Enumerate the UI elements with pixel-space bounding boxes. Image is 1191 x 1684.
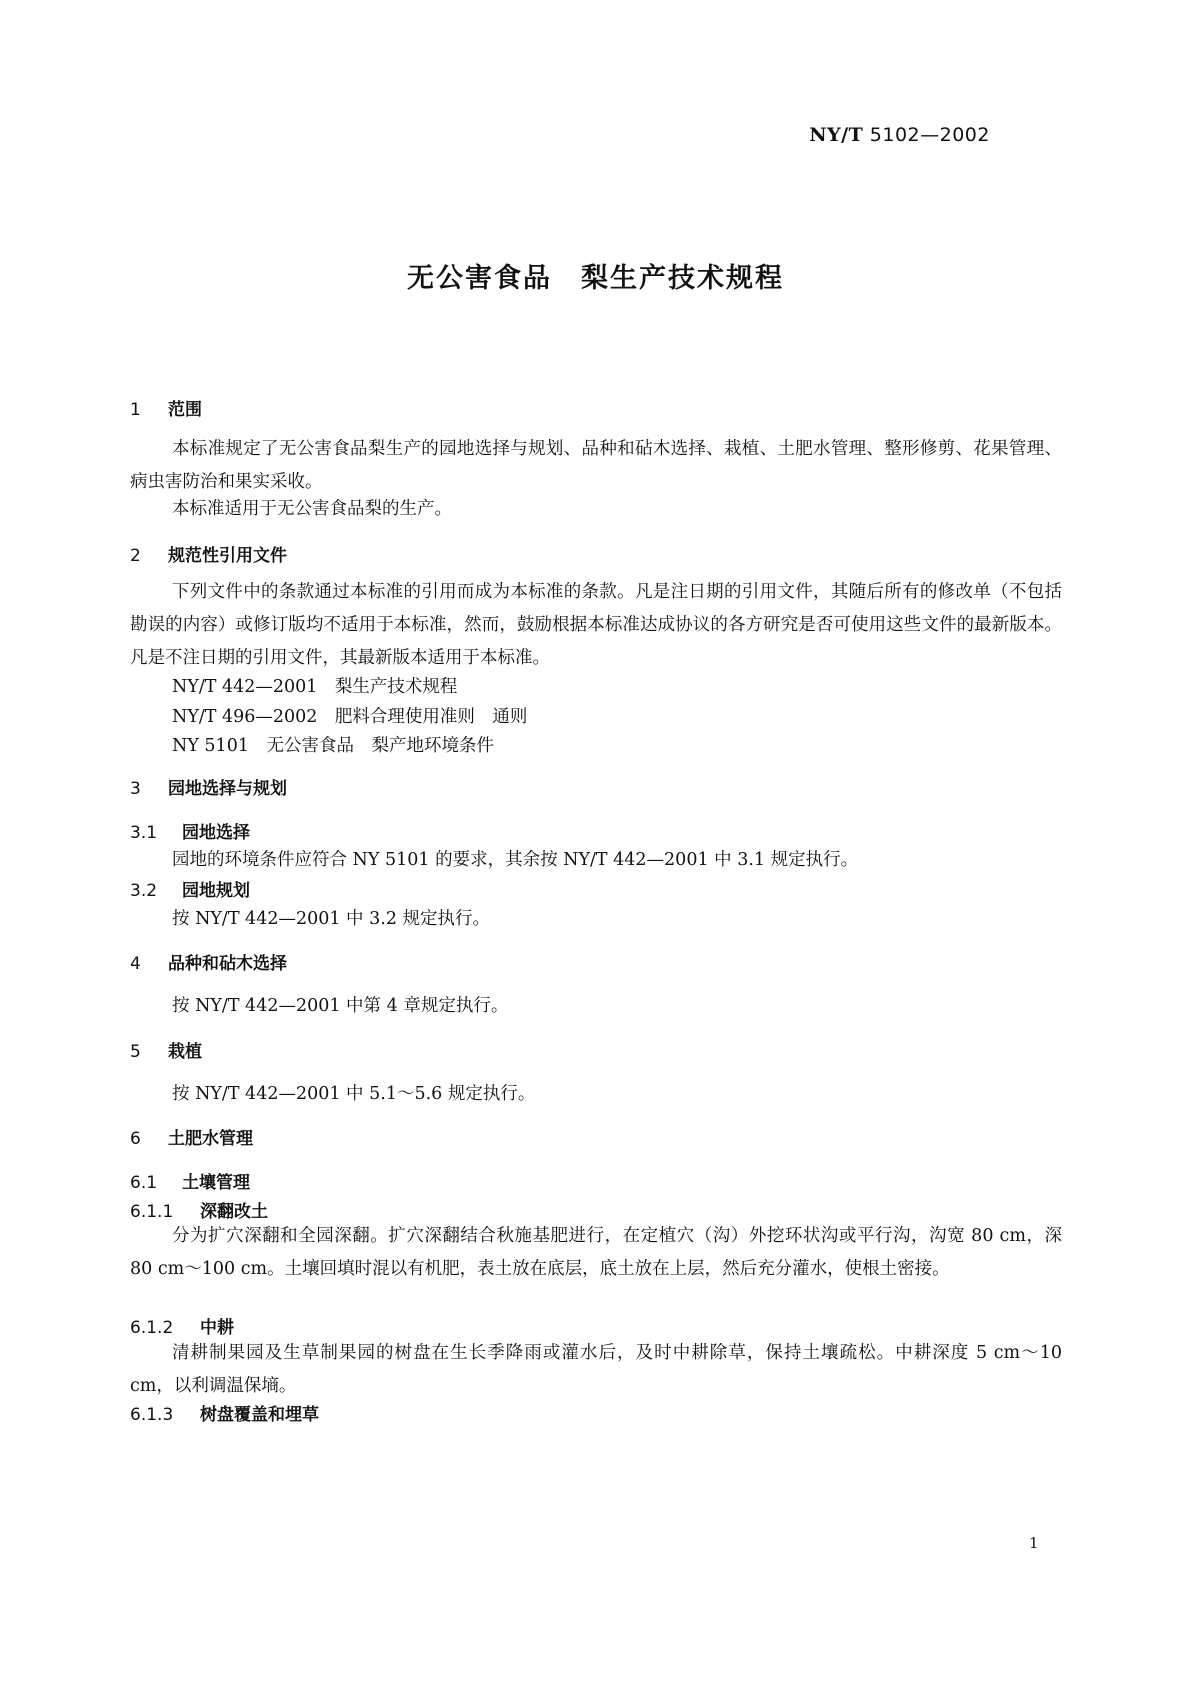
section-number: 4 bbox=[130, 954, 141, 974]
section-2-heading bbox=[130, 541, 287, 566]
standard-code-prefix: NY/T bbox=[809, 124, 864, 146]
section-6-heading bbox=[130, 1124, 253, 1149]
section-title: 土肥水管理 bbox=[168, 1129, 253, 1149]
section-number: 1 bbox=[130, 400, 141, 420]
page-title: 无公害食品 梨生产技术规程 bbox=[407, 263, 784, 294]
section-number: 6.1 bbox=[130, 1173, 158, 1193]
section-title: 中耕 bbox=[200, 1318, 234, 1338]
standard-code-number: 5102—2002 bbox=[869, 124, 990, 146]
section-number: 3.2 bbox=[130, 881, 158, 901]
section-6-1-3-heading bbox=[130, 1400, 319, 1425]
section-title: 园地选择与规划 bbox=[168, 779, 287, 799]
reference-item: NY/T 442—2001 梨生产技术规程 bbox=[172, 677, 458, 697]
section-1-heading bbox=[130, 395, 202, 420]
reference-item: NY 5101 无公害食品 梨产地环境条件 bbox=[172, 736, 494, 756]
reference-item: NY/T 496—2002 肥料合理使用准则 通则 bbox=[172, 707, 528, 727]
section-title: 深翻改土 bbox=[200, 1202, 268, 1222]
section-title: 规范性引用文件 bbox=[168, 546, 287, 566]
section-6-1-heading bbox=[130, 1168, 250, 1193]
section-4-heading bbox=[130, 949, 287, 974]
section-3-1-text: 园地的环境条件应符合 NY 5101 的要求，其余按 NY/T 442—2001 中 3.1 规定执行。 bbox=[172, 850, 859, 870]
section-5-heading bbox=[130, 1037, 202, 1062]
section-number: 5 bbox=[130, 1042, 141, 1062]
section-title: 土壤管理 bbox=[182, 1173, 250, 1193]
section-number: 3 bbox=[130, 779, 141, 799]
section-number: 6.1.2 bbox=[130, 1318, 174, 1338]
section-4-text: 按 NY/T 442—2001 中第 4 章规定执行。 bbox=[172, 996, 509, 1016]
section-1-paragraph-1: 本标准规定了无公害食品梨生产的园地选择与规划、品种和砧木选择、栽植、土肥水管理、整形修剪、花果管理、病虫害防治和果实采收。 bbox=[130, 439, 1062, 492]
section-title: 树盘覆盖和埋草 bbox=[200, 1405, 319, 1425]
section-5-text: 按 NY/T 442—2001 中 5.1～5.6 规定执行。 bbox=[172, 1084, 536, 1104]
section-1-paragraph-2: 本标准适用于无公害食品梨的生产。 bbox=[172, 499, 452, 519]
section-3-1-heading bbox=[130, 818, 250, 843]
section-6-1-1-heading bbox=[130, 1197, 268, 1222]
section-2-paragraph: 下列文件中的条款通过本标准的引用而成为本标准的条款。凡是注日期的引用文件，其随后所有的修改单（不包括勘误的内容）或修订版均不适用于本标准，然而，鼓励根据本标准达成协议的各方研究是否可使用这些文件的最新版本。凡是不注日期的引用文件，其最新版本适用于本标准。 bbox=[130, 582, 1062, 668]
standard-code bbox=[809, 124, 990, 146]
section-number: 6.1.1 bbox=[130, 1202, 174, 1222]
section-title: 品种和砧木选择 bbox=[168, 954, 287, 974]
page-number: 1 bbox=[1029, 1534, 1039, 1552]
section-title: 园地选择 bbox=[182, 823, 250, 843]
section-3-heading bbox=[130, 774, 287, 799]
section-6-1-2-text: 清耕制果园及生草制果园的树盘在生长季降雨或灌水后，及时中耕除草，保持土壤疏松。中耕深度 5 cm～10 cm，以利调温保墒。 bbox=[130, 1343, 1062, 1396]
section-title: 园地规划 bbox=[182, 881, 250, 901]
section-number: 3.1 bbox=[130, 823, 158, 843]
section-6-1-1-text: 分为扩穴深翻和全园深翻。扩穴深翻结合秋施基肥进行，在定植穴（沟）外挖环状沟或平行沟，沟宽 80 cm，深 80 cm～100 cm。土壤回填时混以有机肥，表土放在底层，底土放在上层，然后充分灌水，使根土密接。 bbox=[130, 1226, 1062, 1279]
section-number: 6 bbox=[130, 1129, 141, 1149]
section-3-2-text: 按 NY/T 442—2001 中 3.2 规定执行。 bbox=[172, 909, 491, 929]
section-title: 范围 bbox=[168, 400, 202, 420]
section-6-1-2-heading bbox=[130, 1313, 234, 1338]
section-number: 6.1.3 bbox=[130, 1405, 174, 1425]
section-title: 栽植 bbox=[168, 1042, 202, 1062]
section-3-2-heading bbox=[130, 876, 250, 901]
section-number: 2 bbox=[130, 546, 141, 566]
